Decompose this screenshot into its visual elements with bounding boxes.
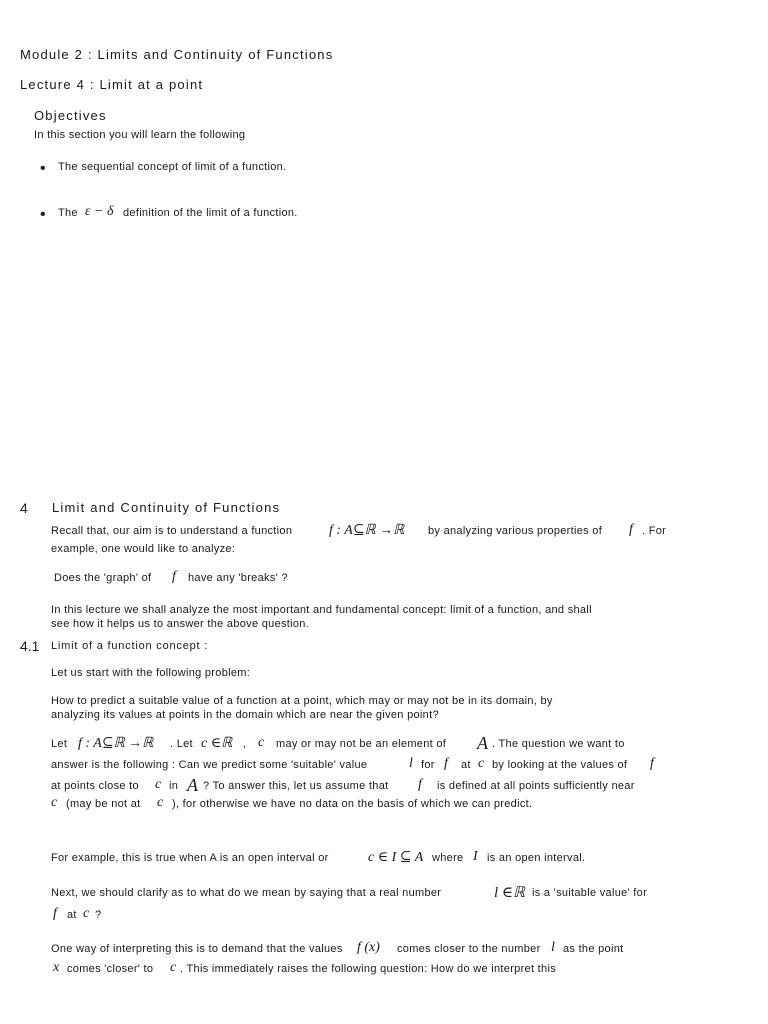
math-f: f xyxy=(172,569,176,584)
math-l: l xyxy=(409,756,413,771)
paragraph-text: analyzing its values at points in the domain which are near the given point? xyxy=(51,709,439,721)
paragraph-text: . Let xyxy=(170,738,193,750)
math-c: c xyxy=(258,735,265,750)
math-c: c xyxy=(83,906,90,921)
math-c-in-R: c ∈ℝ xyxy=(201,736,233,751)
paragraph-text: is a 'suitable value' for xyxy=(532,887,648,899)
paragraph-text: at xyxy=(67,909,77,921)
math-l-in-R: l ∈ℝ xyxy=(494,885,525,901)
paragraph-text: comes 'closer' to xyxy=(67,963,154,975)
function-map-math: f : A⊆ℝ →ℝ xyxy=(78,736,154,751)
paragraph-text: example, one would like to analyze: xyxy=(51,543,236,555)
objective-item-1: The sequential concept of limit of a function. xyxy=(58,161,287,173)
math-c: c xyxy=(170,960,177,975)
paragraph-text: In this lecture we shall analyze the most important and fundamental concept: limit of a function, and shall xyxy=(51,604,592,616)
paragraph-text: is an open interval. xyxy=(487,852,586,864)
paragraph-text: by analyzing various properties of xyxy=(428,525,603,537)
math-A: A xyxy=(477,733,488,753)
paragraph-text: answer is the following : Can we predict some 'suitable' value xyxy=(51,759,368,771)
question-text: have any 'breaks' ? xyxy=(188,572,288,584)
paragraph-text: is defined at all points sufficiently near xyxy=(437,780,635,792)
objective-item-2-suffix: definition of the limit of a function. xyxy=(123,207,298,219)
lecture-title: Lecture 4 : Limit at a point xyxy=(20,77,204,92)
math-f: f xyxy=(650,756,654,771)
paragraph-text: as the point xyxy=(563,943,624,955)
epsilon-delta-math: ε − δ xyxy=(85,204,114,219)
paragraph-text: comes closer to the number xyxy=(397,943,541,955)
math-f-of-x: f (x) xyxy=(357,940,380,955)
paragraph-text: at points close to xyxy=(51,780,139,792)
paragraph-text: Recall that, our aim is to understand a function xyxy=(51,525,293,537)
math-f: f xyxy=(629,522,633,537)
paragraph-text: ? To answer this, let us assume that xyxy=(203,780,389,792)
paragraph-text: . This immediately raises the following question: How do we interpret this xyxy=(180,963,556,975)
bullet-icon: • xyxy=(40,160,46,177)
paragraph-text: for xyxy=(421,759,435,771)
paragraph-text: , xyxy=(243,738,247,750)
objective-item-2-prefix: The xyxy=(58,207,78,219)
section-title: Limit and Continuity of Functions xyxy=(52,500,281,515)
paragraph-text: at xyxy=(461,759,471,771)
paragraph-text: . For xyxy=(642,525,667,537)
paragraph-text: ), for otherwise we have no data on the basis of which we can predict. xyxy=(172,798,533,810)
math-f: f xyxy=(418,777,422,792)
paragraph-text: . The question we want to xyxy=(492,738,625,750)
bullet-icon: • xyxy=(40,206,46,223)
paragraph-text: For example, this is true when A is an open interval or xyxy=(51,852,329,864)
paragraph-text: ? xyxy=(95,909,102,921)
paragraph-text: see how it helps us to answer the above question. xyxy=(51,618,310,630)
paragraph-text: where xyxy=(432,852,464,864)
subsection-number: 4.1 xyxy=(20,638,40,654)
math-c: c xyxy=(478,756,485,771)
section-number: 4 xyxy=(20,500,28,516)
paragraph-text: by looking at the values of xyxy=(492,759,628,771)
paragraph-text: (may be not at xyxy=(66,798,141,810)
math-f: f xyxy=(53,906,57,921)
math-x: x xyxy=(53,960,60,975)
math-f: f xyxy=(444,756,448,771)
paragraph-text: How to predict a suitable value of a function at a point, which may or may not be in its domain, by xyxy=(51,695,553,707)
subsection-title: Limit of a function concept : xyxy=(51,640,209,652)
math-c: c xyxy=(155,777,162,792)
objectives-intro: In this section you will learn the following xyxy=(34,129,246,141)
math-interval: c ∈ I ⊆ A xyxy=(368,850,424,865)
objectives-heading: Objectives xyxy=(34,108,107,123)
math-c: c xyxy=(51,795,58,810)
math-c: c xyxy=(157,795,164,810)
math-I: I xyxy=(473,849,478,864)
paragraph-text: in xyxy=(169,780,179,792)
paragraph-text: Let us start with the following problem: xyxy=(51,667,251,679)
paragraph-text: may or may not be an element of xyxy=(276,738,447,750)
math-A: A xyxy=(187,775,198,795)
paragraph-text: Next, we should clarify as to what do we mean by saying that a real number xyxy=(51,887,442,899)
question-text: Does the 'graph' of xyxy=(54,572,152,584)
function-map-math: f : A⊆ℝ →ℝ xyxy=(329,523,405,538)
math-l: l xyxy=(551,940,555,955)
paragraph-text: One way of interpreting this is to demand that the values xyxy=(51,943,343,955)
module-title: Module 2 : Limits and Continuity of Functions xyxy=(20,47,334,62)
paragraph-text: Let xyxy=(51,738,68,750)
